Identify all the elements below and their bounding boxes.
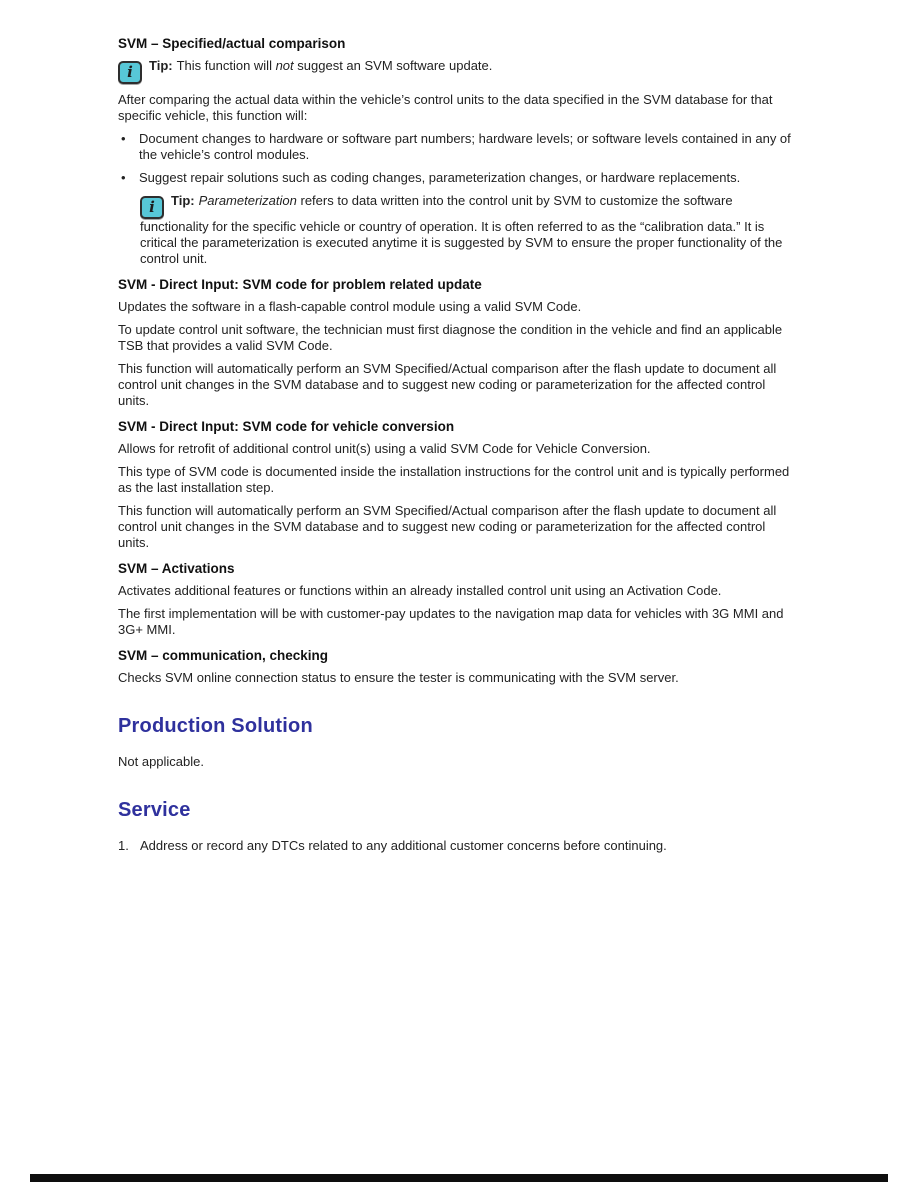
page-content bbox=[118, 36, 794, 854]
paragraph-auto-comparison-2: This function will automatically perform an SVM Specified/Actual comparison after the flash update to document all control unit changes in the SVM database and to suggest new coding or parameterization for the affected control units. bbox=[118, 503, 777, 550]
bullet-text-document-changes: Document changes to hardware or software part numbers; hardware levels; or software levels contained in any of the vehicle’s control modules. bbox=[139, 131, 791, 162]
list-item bbox=[118, 170, 794, 186]
paragraph-checks-svm: Checks SVM online connection status to ensure the tester is communicating with the SVM server. bbox=[118, 670, 679, 685]
paragraph-to-update: To update control unit software, the technician must first diagnose the condition in the vehicle and find an applicable TSB that provides a valid SVM Code. bbox=[118, 322, 783, 353]
paragraph-activates-features: Activates additional features or functions within an already installed control unit using an Activation Code. bbox=[118, 583, 722, 598]
step-text: Address or record any DTCs related to any additional customer concerns before continuing. bbox=[140, 838, 667, 853]
info-icon-glyph: i bbox=[149, 198, 155, 216]
bullet-text-suggest-repair: Suggest repair solutions such as coding changes, parameterization changes, or hardware replacements. bbox=[139, 170, 741, 185]
tip-text-italic: Parameterization bbox=[198, 193, 297, 208]
tip-text-italic: not bbox=[275, 58, 294, 73]
paragraph-allows-retrofit: Allows for retrofit of additional control unit(s) using a valid SVM Code for Vehicle Conversion. bbox=[118, 441, 651, 456]
heading-svm-vehicle-conversion: SVM - Direct Input: SVM code for vehicle conversion bbox=[118, 419, 455, 434]
bullet-list bbox=[118, 131, 794, 186]
tip-note-specified-actual bbox=[118, 58, 794, 84]
tip-label: Tip: bbox=[149, 58, 173, 73]
bullet-icon: • bbox=[121, 131, 126, 146]
tip-info-icon bbox=[140, 196, 164, 219]
paragraph-not-applicable: Not applicable. bbox=[118, 754, 204, 769]
heading-svm-problem-update: SVM - Direct Input: SVM code for problem related update bbox=[118, 277, 482, 292]
tip-info-icon bbox=[118, 61, 142, 84]
tip-label: Tip: bbox=[171, 193, 195, 208]
list-item bbox=[118, 131, 794, 163]
paragraph-auto-comparison-1: This function will automatically perform an SVM Specified/Actual comparison after the flash update to document all control unit changes in the SVM database and to suggest new coding or parameterization for the affected control units. bbox=[118, 361, 777, 408]
tip-text-post: suggest an SVM software update. bbox=[293, 58, 493, 73]
tip-text-post: refers to data written into the control unit by SVM to customize the software functionality for the specific vehicle or country of operation. It is often referred to as the “calibration data.” It is critical the parameterization is executed anytime it is suggested by SVM to ensure the proper functionality of the control unit. bbox=[140, 193, 783, 266]
tip-note-parameterization bbox=[140, 193, 794, 267]
info-icon-glyph: i bbox=[127, 63, 133, 81]
paragraph-after-comparing: After comparing the actual data within the vehicle’s control units to the data specified in the SVM database for that specific vehicle, this function will: bbox=[118, 92, 773, 123]
heading-svm-specified-actual: SVM – Specified/actual comparison bbox=[118, 36, 346, 51]
heading-production-solution: Production Solution bbox=[118, 715, 313, 737]
heading-service: Service bbox=[118, 799, 191, 821]
heading-svm-communication: SVM – communication, checking bbox=[118, 648, 329, 663]
heading-svm-activations: SVM – Activations bbox=[118, 561, 235, 576]
paragraph-this-type: This type of SVM code is documented inside the installation instructions for the control unit and is typically performed as the last installation step. bbox=[118, 464, 790, 495]
paragraph-updates-software: Updates the software in a flash-capable control module using a valid SVM Code. bbox=[118, 299, 582, 314]
service-step-1 bbox=[118, 838, 794, 854]
step-number: 1. bbox=[118, 838, 129, 853]
tip-text-pre: This function will bbox=[176, 58, 276, 73]
bullet-icon: • bbox=[121, 170, 126, 185]
paragraph-first-implementation: The first implementation will be with customer-pay updates to the navigation map data for vehicles with 3G MMI and 3G+ MMI. bbox=[118, 606, 784, 637]
scan-artifact-bar bbox=[30, 1174, 888, 1182]
